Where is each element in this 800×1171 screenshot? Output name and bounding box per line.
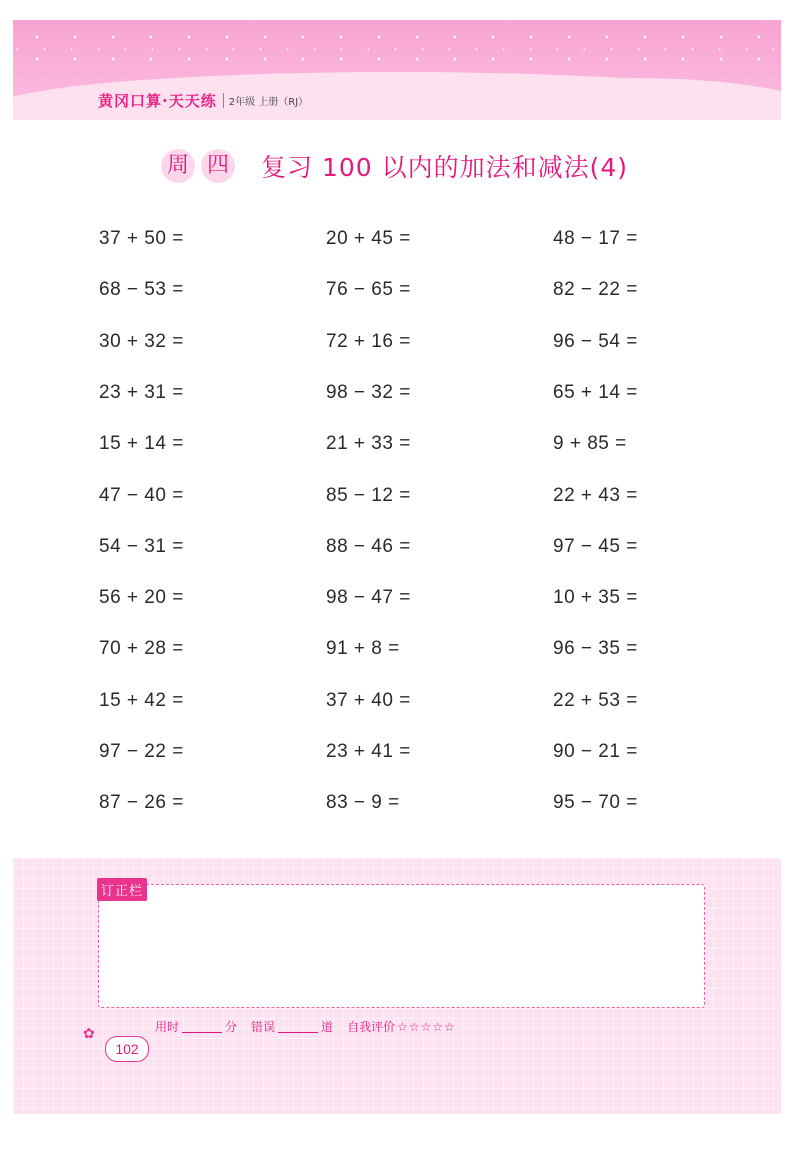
- problem-item: 9 + 85 =: [553, 433, 627, 455]
- problem-item: 83 − 9 =: [326, 792, 400, 814]
- problem-item: 30 + 32 =: [99, 330, 184, 352]
- count-label: 道: [321, 1020, 334, 1034]
- problem-item: 15 + 42 =: [99, 689, 184, 711]
- correction-label: 订正栏: [97, 878, 147, 901]
- problem-item: 56 + 20 =: [99, 587, 184, 609]
- errors-label: 错误: [251, 1020, 276, 1034]
- problem-item: 87 − 26 =: [99, 792, 184, 814]
- time-label: 用时: [155, 1020, 180, 1034]
- problem-item: 20 + 45 =: [326, 228, 411, 249]
- problem-item: 47 − 40 =: [99, 484, 184, 506]
- butterfly-icon: ✿: [83, 1026, 95, 1042]
- problem-item: 48 − 17 =: [553, 228, 638, 249]
- problem-item: 88 − 46 =: [326, 535, 411, 557]
- problem-item: 22 + 53 =: [553, 689, 638, 711]
- title-text: 复习 100 以内的加法和减法(4): [261, 153, 629, 182]
- correction-box[interactable]: [98, 884, 705, 1008]
- minute-label: 分: [225, 1020, 238, 1034]
- problem-item: 90 − 21 =: [553, 741, 638, 762]
- problem-item: 65 + 14 =: [553, 381, 638, 403]
- snow-dots-decoration: [13, 20, 781, 80]
- self-eval-label: 自我评价: [347, 1020, 396, 1034]
- problem-item: 15 + 14 =: [99, 433, 184, 455]
- grade-label: 2年级 上册（RJ）: [223, 93, 308, 108]
- problem-item: 10 + 35 =: [553, 587, 638, 609]
- brand: [98, 90, 308, 111]
- page-title: [161, 148, 628, 184]
- brand-name: 黄冈口算·天天练: [98, 92, 217, 110]
- problem-item: 91 + 8 =: [326, 638, 400, 660]
- page-number: 102: [105, 1036, 149, 1062]
- problem-item: 97 − 22 =: [99, 741, 184, 762]
- worksheet-page: [13, 20, 781, 1114]
- correction-panel: [13, 858, 781, 1114]
- problem-item: 76 − 65 =: [326, 279, 411, 301]
- time-blank[interactable]: [182, 1020, 222, 1033]
- problem-item: 22 + 43 =: [553, 484, 638, 506]
- problem-item: 98 − 32 =: [326, 381, 411, 403]
- problem-item: 72 + 16 =: [326, 330, 411, 352]
- day-char: 周: [161, 149, 195, 183]
- problem-item: 23 + 31 =: [99, 381, 184, 403]
- problem-item: 82 − 22 =: [553, 279, 638, 301]
- day-badge: [161, 149, 235, 183]
- problem-item: 68 − 53 =: [99, 279, 184, 301]
- problem-item: 97 − 45 =: [553, 535, 638, 557]
- day-char: 四: [201, 149, 235, 183]
- problem-item: 96 − 54 =: [553, 330, 638, 352]
- problem-item: 37 + 40 =: [326, 689, 411, 711]
- footer-stats: [155, 1018, 456, 1035]
- problem-item: 70 + 28 =: [99, 638, 184, 660]
- problem-item: 23 + 41 =: [326, 741, 411, 762]
- problem-item: 96 − 35 =: [553, 638, 638, 660]
- problem-item: 37 + 50 =: [99, 228, 184, 249]
- errors-blank[interactable]: [278, 1020, 318, 1033]
- problem-item: 21 + 33 =: [326, 433, 411, 455]
- problem-grid: [99, 228, 699, 828]
- problem-item: 95 − 70 =: [553, 792, 638, 814]
- problem-item: 98 − 47 =: [326, 587, 411, 609]
- problem-item: 85 − 12 =: [326, 484, 411, 506]
- problem-item: 54 − 31 =: [99, 535, 184, 557]
- rating-stars[interactable]: ☆☆☆☆☆: [397, 1019, 456, 1034]
